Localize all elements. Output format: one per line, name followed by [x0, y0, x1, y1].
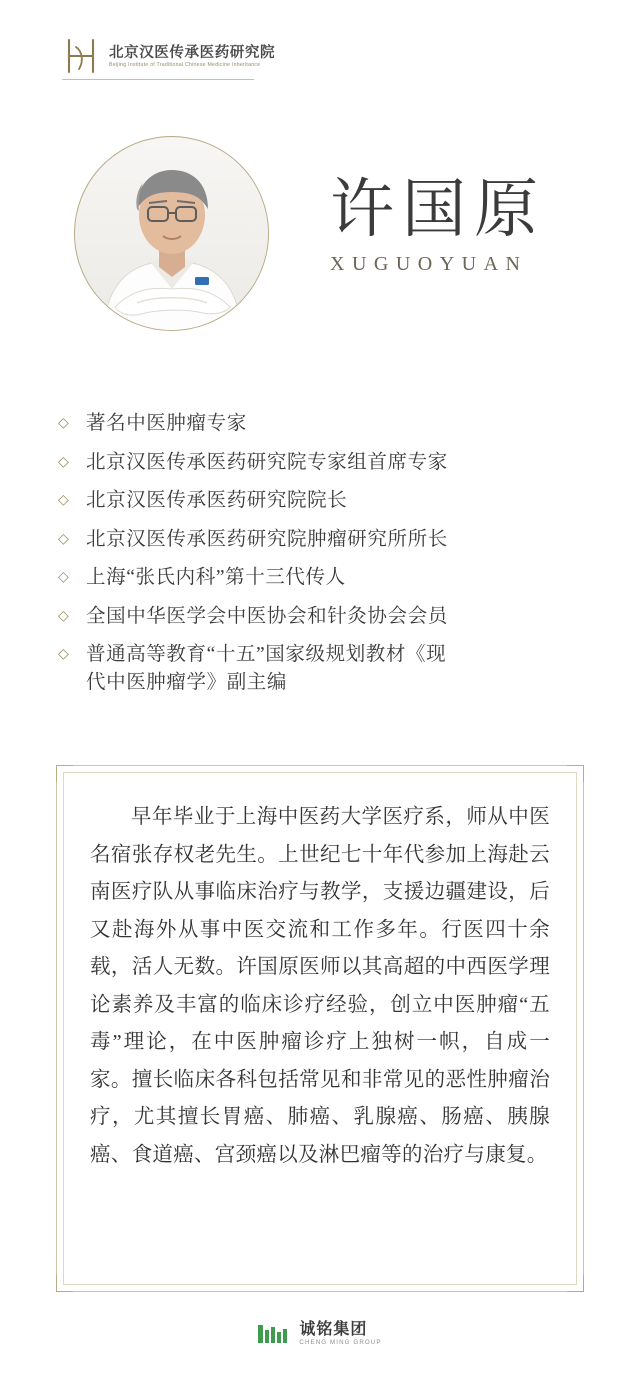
- footer-brand-en: CHENG MING GROUP: [299, 1339, 382, 1346]
- org-name-block: [109, 44, 275, 69]
- avatar: [74, 136, 269, 331]
- list-item: [56, 487, 586, 515]
- credential-line: 全国中华医学会中医协会和针灸协会会员: [86, 605, 448, 627]
- credential-line: 北京汉医传承医药研究院专家组首席专家: [86, 451, 448, 473]
- diamond-bullet-icon: ◇: [58, 608, 69, 624]
- credential-text: [86, 487, 347, 515]
- institute-monogram-icon: [62, 36, 100, 76]
- chengming-group-bars-icon: [258, 1323, 292, 1345]
- avatar-ring: [74, 136, 269, 331]
- credential-line: 北京汉医传承医药研究院院长: [86, 490, 348, 511]
- diamond-bullet-icon: ◇: [58, 570, 69, 585]
- org-name-cn: 北京汉医传承医药研究院: [109, 44, 276, 61]
- credential-text: [86, 526, 448, 554]
- biography-panel: [56, 765, 584, 1292]
- biography-inner-frame: [63, 772, 577, 1285]
- list-item: [56, 641, 586, 697]
- credential-line: 普通高等教育“十五”国家级规划教材《现: [86, 644, 447, 665]
- biography-text: 早年毕业于上海中医药大学医疗系，师从中医名宿张存权老先生。上世纪七十年代参加上海赴云南医疗队从事临床治疗与教学，支援边疆建设，后又赴海外从事中医交流和工作多年。行医四十余载，活人无数。许国原医师以其高超的中西医学理论素养及丰富的临床诊疗经验，创立中医肿瘤“五毒”理论，在中医肿瘤诊疗上独树一帜，自成一家。擅长临床各科包括常见和非常见的恶性肿瘤治疗，尤其擅长胃癌、肺癌、乳腺癌、肠癌、胰腺癌、食道癌、宫颈癌以及淋巴瘤等的治疗与康复。: [90, 806, 550, 1166]
- footer-brand: [0, 1322, 640, 1346]
- credential-line: 上海“张氏内科”第十三代传人: [86, 567, 346, 588]
- list-item: [56, 526, 586, 554]
- credential-line-continued: 代中医肿瘤学》副主编: [86, 672, 288, 693]
- credential-line: 北京汉医传承医药研究院肿瘤研究所所长: [86, 528, 448, 550]
- list-item: [56, 564, 586, 592]
- footer-brand-text: [299, 1322, 381, 1346]
- diamond-bullet-icon: ◇: [58, 493, 69, 508]
- diamond-bullet-icon: ◇: [58, 416, 69, 431]
- list-item: [56, 603, 586, 631]
- doctor-name-cn: 许国原: [330, 174, 546, 245]
- footer-brand-cn: 诚铭集团: [299, 1321, 368, 1338]
- credential-text: [86, 564, 346, 592]
- diamond-bullet-icon: ◇: [58, 454, 69, 470]
- credential-text: [86, 449, 448, 477]
- doctor-name-en: XUGUOYUAN: [330, 253, 528, 275]
- credential-text: [86, 410, 247, 438]
- org-name-en: Beijing Institute of Traditional Chinese Medicine Inheritance: [109, 62, 261, 69]
- list-item: [56, 410, 586, 438]
- header-logo: [62, 36, 275, 76]
- credential-text: [86, 641, 446, 697]
- doctor-portrait-photo: [75, 137, 268, 330]
- credential-line: 著名中医肿瘤专家: [86, 413, 247, 434]
- credentials-list: [56, 410, 586, 708]
- page-title: [330, 174, 600, 275]
- header-divider: [62, 79, 254, 80]
- credential-text: [86, 603, 448, 631]
- diamond-bullet-icon: ◇: [58, 531, 69, 547]
- diamond-bullet-icon: ◇: [58, 647, 69, 662]
- list-item: [56, 449, 586, 477]
